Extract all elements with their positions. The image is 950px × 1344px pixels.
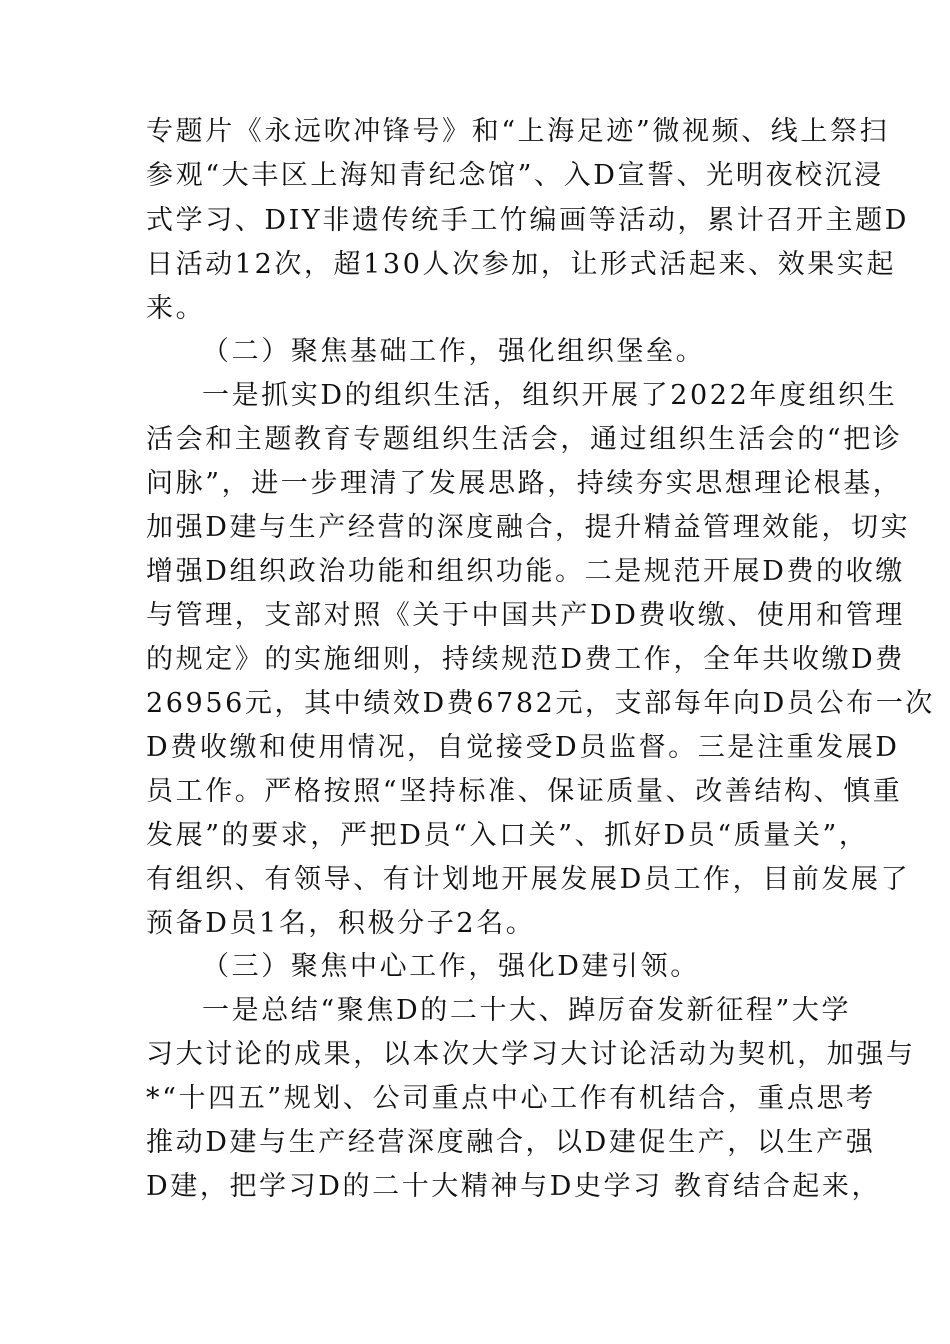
paragraph-line: 一是抓实D的组织生活，组织开展了2022年度组织生 bbox=[202, 380, 898, 411]
section-heading: （三）聚焦中心工作，强化D建引领。 bbox=[202, 951, 700, 982]
paragraph-line: *“十四五”规划、公司重点中心工作有机结合，重点思考 bbox=[146, 1083, 876, 1114]
paragraph-line: 发展”的要求，严把D员“入口关”、抓好D员“质量关”， bbox=[146, 820, 869, 851]
paragraph-line: 加强D建与生产经营的深度融合，提升精益管理效能，切实 bbox=[146, 512, 911, 543]
paragraph-line: D建，把学习D的二十大精神与D史学习 教育结合起来， bbox=[146, 1171, 882, 1202]
paragraph-line: 26956元，其中绩效D费6782元，支部每年向D员公布一次 bbox=[146, 688, 935, 719]
section-heading: （二）聚焦基础工作，强化组织堡垒。 bbox=[202, 336, 706, 367]
paragraph-line: 问脉”，进一步理清了发展思路，持续夯实思想理论根基， bbox=[146, 468, 903, 499]
paragraph-line: 有组织、有领导、有计划地开展发展D员工作，目前发展了 bbox=[146, 864, 911, 895]
paragraph-line: 专题片《永远吹冲锋号》和“上海足迹”微视频、线上祭扫 bbox=[146, 116, 890, 147]
paragraph-line: 预备D员1名，积极分子2名。 bbox=[146, 908, 536, 939]
paragraph-line: 一是总结“聚焦D的二十大、踔厉奋发新征程”大学 bbox=[202, 995, 852, 1026]
paragraph-line: 增强D组织政治功能和组织功能。二是规范开展D费的收缴 bbox=[146, 556, 905, 587]
paragraph-line: 日活动12次，超130人次参加，让形式活起来、效果实起 bbox=[146, 249, 897, 280]
paragraph-line: 参观“大丰区上海知青纪念馆”、入D宣誓、光明夜校沉浸 bbox=[146, 160, 884, 191]
paragraph-line: D费收缴和使用情况，自觉接受D员监督。三是注重发展D bbox=[146, 732, 900, 763]
paragraph-line: 来。 bbox=[146, 293, 206, 324]
paragraph-line: 活会和主题教育专题组织生活会，通过组织生活会的“把诊 bbox=[146, 424, 903, 455]
paragraph-line: 的规定》的实施细则，持续规范D费工作，全年共收缴D费 bbox=[146, 644, 905, 675]
paragraph-line: 员工作。严格按照“坚持标准、保证质量、改善结构、慎重 bbox=[146, 776, 903, 807]
paragraph-line: 推动D建与生产经营深度融合，以D建促生产，以生产强 bbox=[146, 1127, 876, 1158]
paragraph-line: 式学习、DIY非遗传统手工竹编画等活动，累计召开主题D bbox=[146, 205, 909, 236]
paragraph-line: 习大讨论的成果，以本次大学习大讨论活动为契机，加强与 bbox=[146, 1039, 916, 1070]
paragraph-line: 与管理，支部对照《关于中国共产DD费收缴、使用和管理 bbox=[146, 600, 905, 631]
